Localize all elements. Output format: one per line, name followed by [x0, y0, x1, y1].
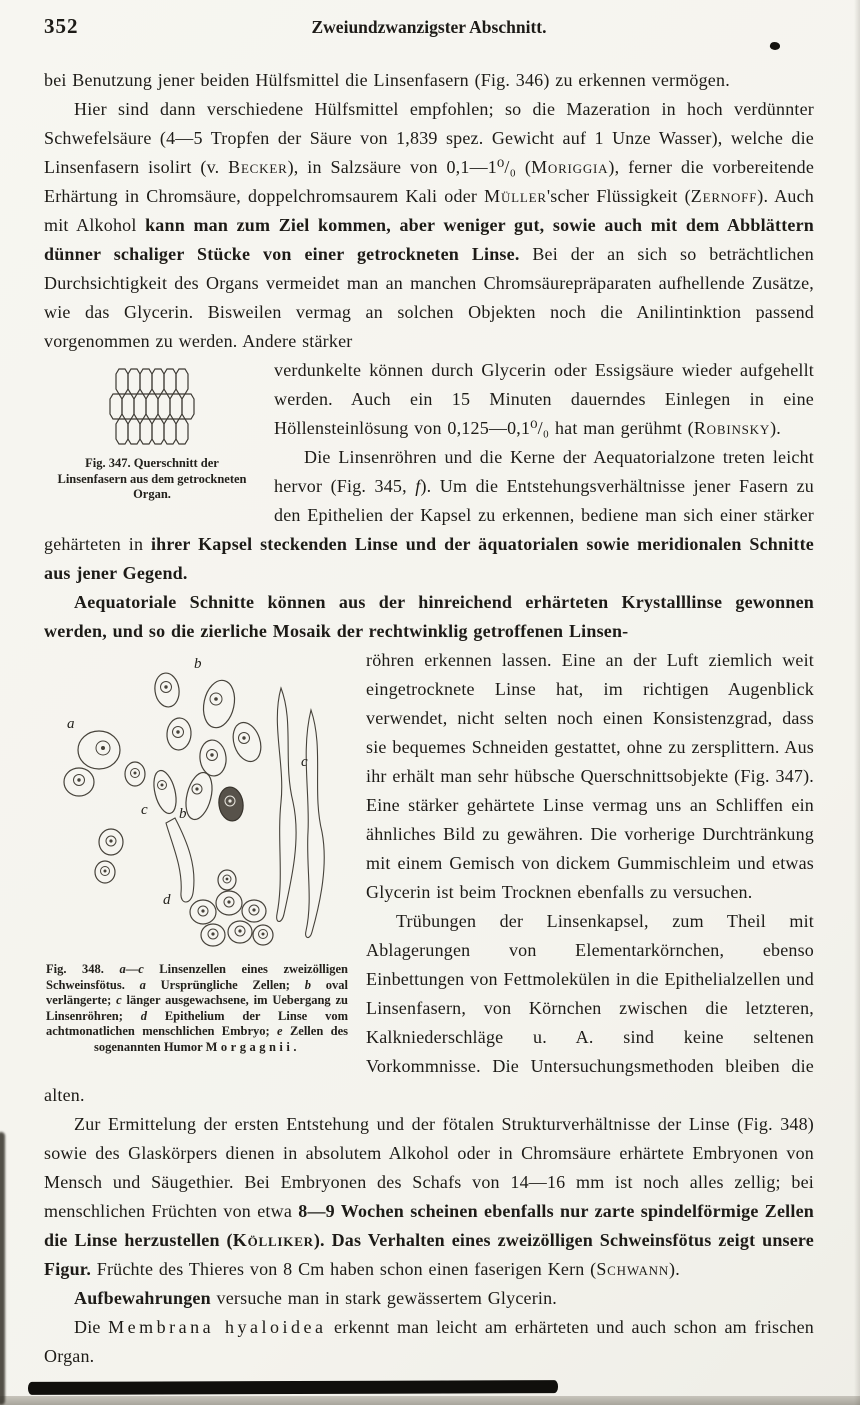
page-header — [44, 14, 814, 48]
scan-right-shade — [854, 0, 860, 1405]
paragraph: verdunkelte können durch Glycerin oder Essigsäure wieder aufgehellt werden. Auch ein 15 Minuten dauerndes Einlegen in eine Höllensteinlösung von 0,125—0,1⁰/₀ hat man gerühmt (Robinsky). — [274, 360, 814, 438]
figure-347 — [44, 362, 260, 503]
scan-edge-bar — [28, 1380, 558, 1395]
figure-label: a — [67, 716, 75, 732]
figure-label: c — [301, 754, 308, 770]
figure-347-caption: Fig. 347. Querschnitt der Linsenfasern aus dem getrockneten Organ. — [57, 456, 247, 501]
fig347-illustration — [107, 368, 197, 446]
paragraph: röhren erkennen lassen. Eine an der Luft ziemlich weit eingetrocknete Linse hat, im richtigen Augenblick verwendet, nicht selten noch einen Konsistenzgrad, dass sie bequemes Schneiden gestattet, ohne zu zersplittern. Aus ihr erhält man sehr hübsche Querschnittsobjekte (Fig. 347). Eine stärker gehärtete Linse vermag uns an Schliffen ein ähnliches Bild zu gewähren. Die vorherige Durchtränkung mit einem Gemisch von dickem Gummischleim und etwas Glycerin ist beim Trocknen ebenfalls zu versuchen. — [366, 650, 814, 902]
figure-348-caption: Fig. 348. a—c Linsenzellen eines zweizölligen Schweinsfötus. a Ursprüngliche Zellen; b oval verlängerte; c länger ausgewachsene, im Uebergang zu Linsenröhren; d Epithelium der Linse vom achtmonatlichen menschlichen Embryo; e Zellen des sogenannten Humor Morgagnii. — [46, 962, 349, 1054]
scan-left-smear — [0, 1132, 5, 1405]
paragraph: Die Membrana hyaloidea erkennt man leicht am erhärteten und auch schon am frischen Organ. — [44, 1317, 815, 1366]
page-content — [44, 66, 814, 1371]
paragraph: Aequatoriale Schnitte können aus der hinreichend erhärteten Krystalllinse gewonnen werden, und so die zierliche Mosaik der rechtwinklig getroffenen Linsen- — [44, 592, 814, 641]
paragraph: Trübungen der Linsenkapsel, zum Theil mit Ablagerungen von Elementarkörnchen, ebenso Einbettungen von Fettmolekülen in die Epithelialzellen und Linsenfasern, von Körnchen zwischen die letzteren, Kalkniederschläge u. A. sind keine seltenen Vorkommnisse. Die Untersuchungsmethoden bleiben die alten. — [44, 911, 814, 1105]
fig348-illustration — [51, 654, 343, 954]
paragraph: Zur Ermittelung der ersten Entstehung und der fötalen Strukturverhältnisse der Linse (Fig. 348) sowie des Glaskörpers dienen in absolutem Alkohol oder in Chromsäure erhärtete Embryonen von Mensch und Säugethier. Bei Embryonen des Schafs von 14—16 mm ist noch alles zellig; bei menschlichen Früchten von etwa 8—9 Wochen scheinen ebenfalls nur zarte spindelförmige Zellen die Linse herzustellen (Kölliker). Das Verhalten eines zweizölligen Schweinsfötus zeigt unsere Figur. Früchte des Thieres von 8 Cm haben schon einen faserigen Kern (Schwann). — [44, 1114, 814, 1279]
paragraph: Aufbewahrungen versuche man in stark gewässertem Glycerin. — [74, 1288, 558, 1308]
page-number: 352 — [44, 14, 79, 38]
scan-bottom-shadow — [0, 1396, 860, 1405]
figure-label: b — [179, 806, 187, 822]
figure-label: d — [163, 892, 171, 908]
figure-label: c — [141, 802, 148, 818]
paragraph: bei Benutzung jener beiden Hülfsmittel die Linsenfasern (Fig. 346) zu erkennen vermögen. — [44, 70, 730, 90]
paragraph: Hier sind dann verschiedene Hülfsmittel empfohlen; so die Mazeration in hoch verdünnter Schwefelsäure (4—5 Tropfen der Säure von 1,839 spez. Gewicht auf 1 Unze Wasser), welche die Linsenfasern isolirt (v. Becker), in Salzsäure von 0,1—1⁰/₀ (Moriggia), ferner die vorbereitende Erhärtung in Chromsäure, doppelchromsaurem Kali oder Müller'scher Flüssigkeit (Zernoff). Auch mit Alkohol kann man zum Ziel kommen, aber weniger gut, sowie auch mit dem Abblättern dünner schaliger Stücke von einer getrockneten Linse. Bei der an sich so beträchtlichen Durchsichtigkeit des Organs vermeidet man an manchen Chromsäurepräparaten aufhellende Zusätze, wie das Glycerin. Bisweilen vermag an solchen Objekten noch die Anilintinktion passend vorgenommen zu werden. Andere stärker — [44, 99, 815, 351]
figure-label: b — [194, 656, 202, 672]
lens-fiber-cross-sections — [110, 369, 194, 444]
running-title: Zweiundzwanzigster Abschnitt. — [311, 17, 547, 37]
figure-348 — [44, 654, 350, 1055]
paragraph: Die Linsenröhren und die Kerne der Aequatorialzone treten leicht hervor (Fig. 345, f). Um die Entstehungsverhältnisse jener Fasern zu den Epithelien der Kapsel zu erkennen, bediene man sich einer stärker gehärteten in ihrer Kapsel steckenden Linse und der äquatorialen sowie meridionalen Schnitte aus jener Gegend. — [44, 447, 814, 583]
